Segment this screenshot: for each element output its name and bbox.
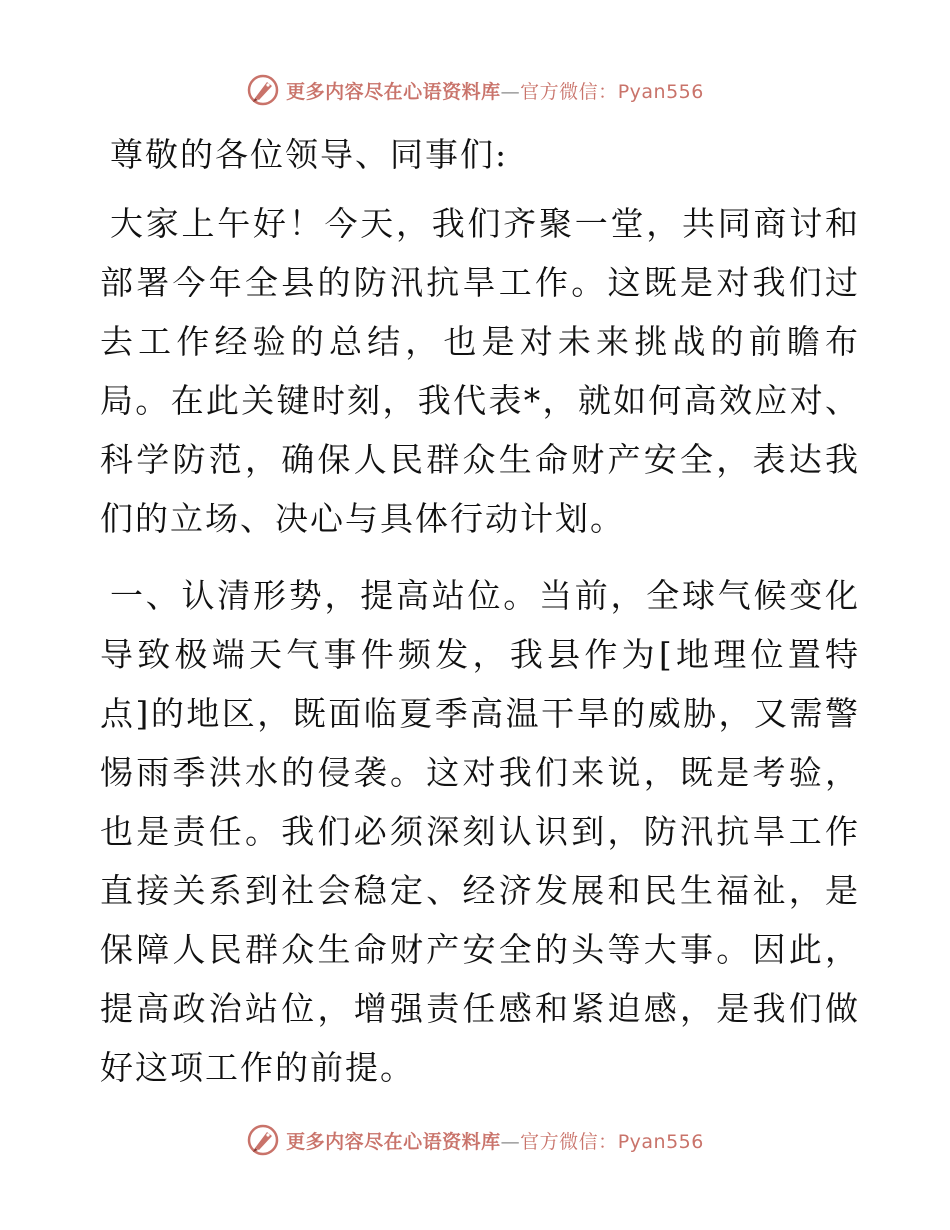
watermark-wechat-label: 官方微信：	[520, 80, 618, 103]
greeting: 尊敬的各位领导、同事们:	[110, 135, 509, 174]
paragraph-intro: 大家上午好！今天，我们齐聚一堂，共同商讨和部署今年全县的防汛抗旱工作。这既是对我们过去工作经验的总结，也是对未来挑战的前瞻布局。在此关键时刻，我代表*，就如何高效应对、科学防范，确保人民群众生命财产安全，表达我们的立场、决心与具体行动计划。	[100, 204, 860, 538]
pen-nib-logo-icon	[246, 1123, 280, 1157]
header-watermark	[0, 70, 950, 110]
watermark-main: 更多内容尽在心语资料库	[286, 80, 501, 103]
watermark-main: 更多内容尽在心语资料库	[286, 1130, 501, 1153]
watermark-text	[286, 77, 704, 104]
watermark-wechat-label: 官方微信：	[520, 1130, 618, 1153]
document-body	[100, 125, 860, 1115]
watermark-dash: —	[500, 1130, 521, 1153]
watermark-wechat-id: Pyan556	[617, 80, 704, 103]
watermark-dash: —	[500, 80, 521, 103]
footer-watermark	[0, 1120, 950, 1160]
pen-nib-logo-icon	[246, 73, 280, 107]
paragraph-section-one: 一、认清形势，提高站位。当前，全球气候变化导致极端天气事件频发，我县作为[地理位置特点]的地区，既面临夏季高温干旱的威胁，又需警惕雨季洪水的侵袭。这对我们来说，既是考验，也是责任。我们必须深刻认识到，防汛抗旱工作直接关系到社会稳定、经济发展和民生福祉，是保障人民群众生命财产安全的头等大事。因此，提高政治站位，增强责任感和紧迫感，是我们做好这项工作的前提。	[100, 576, 860, 1087]
watermark-text	[286, 1127, 704, 1154]
watermark-wechat-id: Pyan556	[617, 1130, 704, 1153]
